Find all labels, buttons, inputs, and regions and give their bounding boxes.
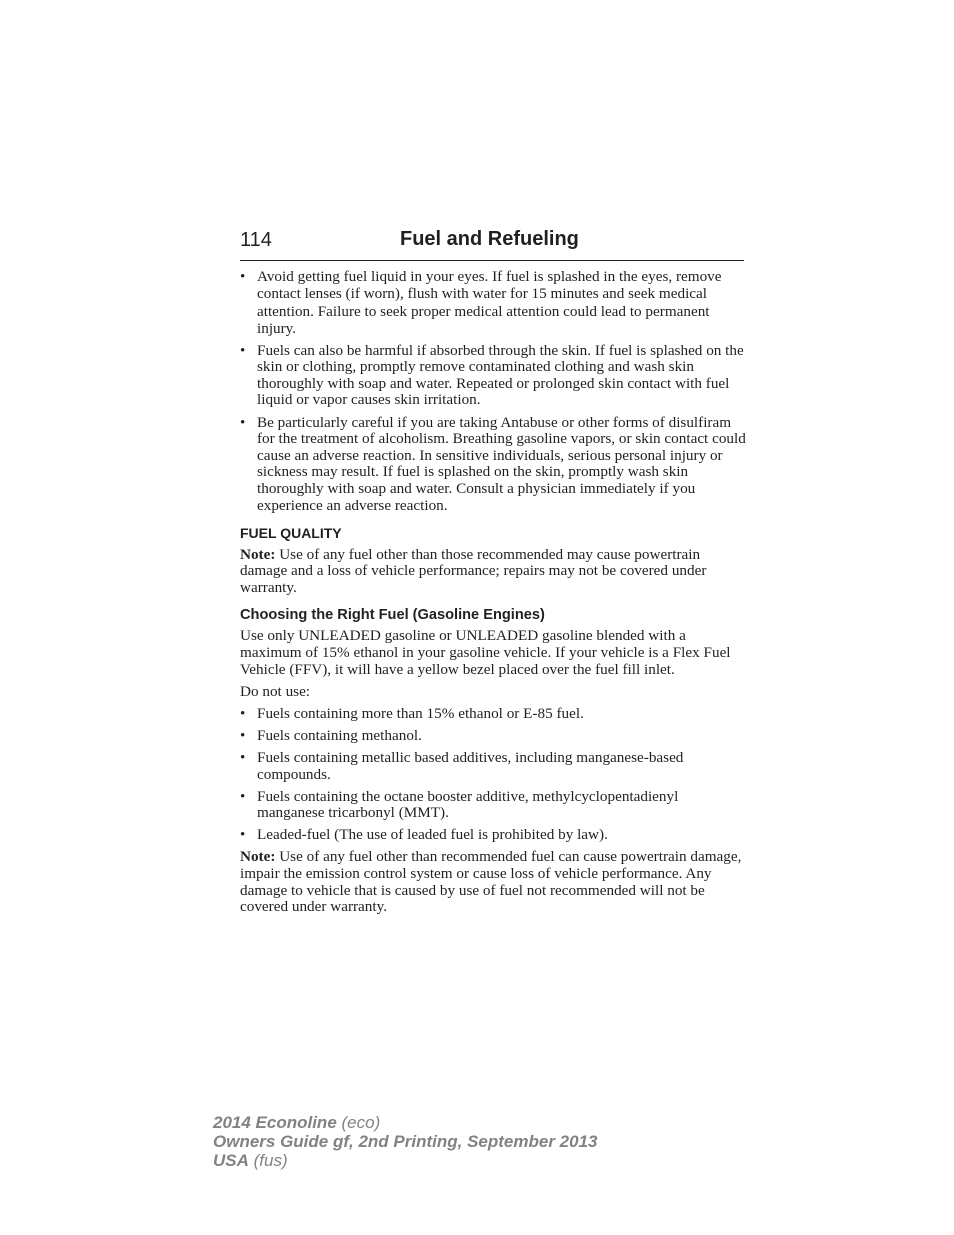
warning-text: Fuels can also be harmful if absorbed through the skin. If fuel is splashed on the skin or clothing, promptly remove contaminated clothing and wash skin thoroughly with soap and water. Repeated or prolonged skin contact with fuel liquid or vapor causes skin irritation. [257, 341, 744, 409]
item-text: Fuels containing methanol. [257, 726, 422, 744]
warranty-note [240, 849, 746, 915]
bullet-icon: • [240, 341, 246, 359]
footer-market-line [213, 1151, 597, 1170]
warning-list [240, 268, 746, 514]
item-text: Fuels containing more than 15% ethanol or E-85 fuel. [257, 704, 584, 722]
list-item [240, 415, 746, 515]
list-item [240, 789, 746, 822]
list-item [240, 268, 746, 337]
warning-text: Avoid getting fuel liquid in your eyes. If fuel is splashed in the eyes, remove contact lenses (if worn), flush with water for 15 minutes and seek medical attention. Failure to seek proper medical attention could lead to permanent injury. [257, 268, 722, 337]
bullet-icon: • [240, 413, 246, 431]
footer-model: 2014 Econoline [213, 1113, 337, 1132]
footer-market-code: (fus) [248, 1151, 288, 1170]
bullet-icon: • [240, 726, 246, 744]
list-item [240, 750, 746, 783]
list-item [240, 728, 746, 745]
note-text: Use of any fuel other than those recommended may cause powertrain damage and a loss of vehicle performance; repairs may not be covered under warranty. [240, 545, 707, 596]
footer-model-code: (eco) [336, 1113, 381, 1132]
page-footer [213, 1113, 597, 1170]
footer-model-line [213, 1113, 597, 1132]
page-number: 114 [240, 229, 272, 251]
page-header [240, 228, 744, 261]
bullet-icon: • [240, 748, 246, 766]
warning-text: Be particularly careful if you are taking Antabuse or other forms of disulfiram for the treatment of alcoholism. Breathing gasoline vapors, or skin contact could cause an adverse reaction. In sensitive individuals, serious personal injury or sickness may result. If fuel is splashed on the skin, promptly wash skin thoroughly with soap and water. Consult a physician immediately if you experience an adverse reaction. [257, 413, 746, 514]
prohibited-fuel-list [240, 706, 746, 844]
choosing-fuel-heading: Choosing the Right Fuel (Gasoline Engines) [240, 607, 545, 624]
list-item [240, 827, 746, 844]
section-title: Fuel and Refueling [400, 228, 579, 250]
fuel-quality-note [240, 547, 746, 597]
item-text: Leaded-fuel (The use of leaded fuel is prohibited by law). [257, 826, 608, 844]
bullet-icon: • [240, 826, 246, 844]
item-text: Fuels containing the octane booster additive, methylcyclopentadienyl manganese tricarbonyl (MMT). [257, 787, 679, 822]
note-label: Note: [240, 848, 276, 866]
bullet-icon: • [240, 787, 246, 805]
list-item [240, 343, 746, 409]
note-text: Use of any fuel other than recommended fuel can cause powertrain damage, impair the emission control system or cause loss of vehicle performance. Any damage to vehicle that is caused by use of fuel not recommended will not be covered under warranty. [240, 848, 742, 916]
footer-guide: Owners Guide gf, 2nd Printing, September 2013 [213, 1132, 598, 1151]
page-content [240, 268, 746, 921]
footer-market: USA [213, 1151, 249, 1170]
fuel-quality-heading: FUEL QUALITY [240, 525, 342, 542]
choosing-fuel-intro: Use only UNLEADED gasoline or UNLEADED gasoline blended with a maximum of 15% ethanol in your gasoline vehicle. If your vehicle is a Flex Fuel Vehicle (FFV), it will have a yellow bezel placed over the fuel fill inlet. [240, 627, 731, 678]
bullet-icon: • [240, 268, 246, 285]
do-not-use-label: Do not use: [240, 682, 311, 700]
note-label: Note: [240, 545, 276, 563]
bullet-icon: • [240, 704, 246, 722]
list-item [240, 706, 746, 723]
item-text: Fuels containing metallic based additives, including manganese-based compounds. [257, 748, 684, 783]
